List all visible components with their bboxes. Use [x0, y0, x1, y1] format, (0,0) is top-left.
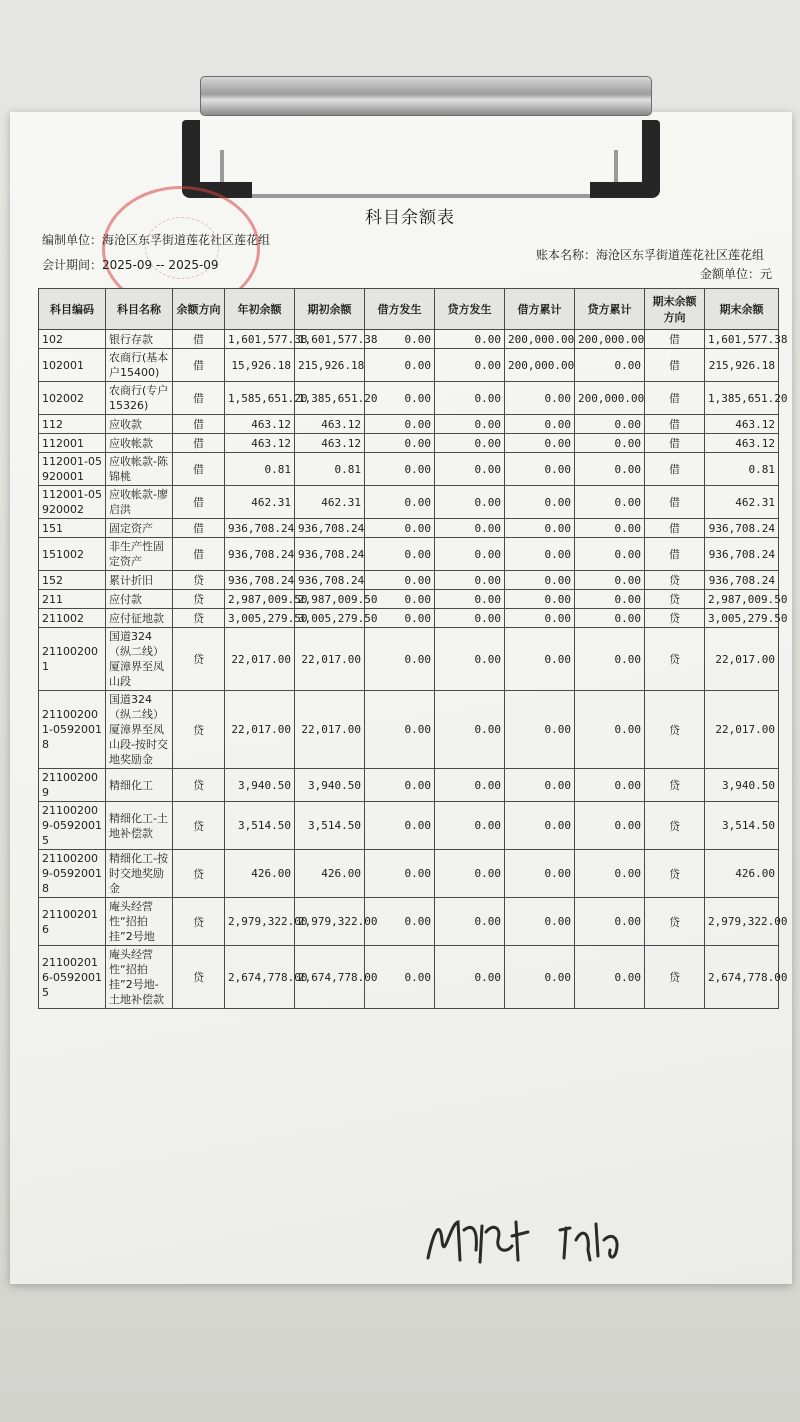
table-row — [39, 434, 779, 453]
cell-name-col: 应收款 — [106, 415, 173, 434]
cell-year-open-col: 2,674,778.00 — [225, 946, 295, 1009]
table-row — [39, 330, 779, 349]
cell-direction-col: 借 — [173, 415, 225, 434]
cell-period-open-col: 1,385,651.20 — [295, 382, 365, 415]
cell-credit-col: 0.00 — [435, 769, 505, 802]
cell-code-col: 112001-05920002 — [39, 486, 106, 519]
cell-end-direction-col: 贷 — [645, 946, 705, 1009]
header-direction-col: 余额方向 — [173, 289, 225, 330]
table-row — [39, 538, 779, 571]
cell-end-balance-col: 463.12 — [705, 434, 779, 453]
cell-period-open-col: 2,987,009.50 — [295, 590, 365, 609]
cell-year-open-col: 1,585,651.20 — [225, 382, 295, 415]
cell-name-col: 精细化工 — [106, 769, 173, 802]
cell-debit-cum-col: 0.00 — [505, 769, 575, 802]
cell-year-open-col: 3,514.50 — [225, 802, 295, 850]
cell-end-balance-col: 3,514.50 — [705, 802, 779, 850]
table-row — [39, 571, 779, 590]
cell-year-open-col: 426.00 — [225, 850, 295, 898]
cell-credit-cum-col: 0.00 — [575, 898, 645, 946]
cell-period-open-col: 3,005,279.50 — [295, 609, 365, 628]
cell-debit-col: 0.00 — [365, 453, 435, 486]
cell-debit-cum-col: 0.00 — [505, 898, 575, 946]
cell-end-direction-col: 贷 — [645, 590, 705, 609]
cell-credit-col: 0.00 — [435, 486, 505, 519]
cell-direction-col: 借 — [173, 434, 225, 453]
cell-direction-col: 贷 — [173, 802, 225, 850]
cell-end-balance-col: 215,926.18 — [705, 349, 779, 382]
cell-debit-cum-col: 0.00 — [505, 486, 575, 519]
cell-credit-col: 0.00 — [435, 434, 505, 453]
header-name-col: 科目名称 — [106, 289, 173, 330]
table-row — [39, 769, 779, 802]
cell-period-open-col: 2,674,778.00 — [295, 946, 365, 1009]
cell-end-balance-col: 22,017.00 — [705, 691, 779, 769]
header-period-open-col: 期初余额 — [295, 289, 365, 330]
cell-debit-col: 0.00 — [365, 590, 435, 609]
cell-name-col: 精细化工-土地补偿款 — [106, 802, 173, 850]
cell-credit-col: 0.00 — [435, 538, 505, 571]
cell-debit-col: 0.00 — [365, 486, 435, 519]
cell-direction-col: 贷 — [173, 850, 225, 898]
cell-credit-cum-col: 0.00 — [575, 571, 645, 590]
cell-debit-cum-col: 0.00 — [505, 453, 575, 486]
cell-year-open-col: 463.12 — [225, 415, 295, 434]
cell-end-direction-col: 借 — [645, 382, 705, 415]
cell-credit-cum-col: 0.00 — [575, 802, 645, 850]
table-row — [39, 850, 779, 898]
cell-end-balance-col: 22,017.00 — [705, 628, 779, 691]
cell-year-open-col: 0.81 — [225, 453, 295, 486]
cell-direction-col: 贷 — [173, 769, 225, 802]
cell-code-col: 211002001 — [39, 628, 106, 691]
cell-credit-cum-col: 0.00 — [575, 691, 645, 769]
cell-credit-cum-col: 0.00 — [575, 415, 645, 434]
cell-debit-col: 0.00 — [365, 330, 435, 349]
cell-name-col: 国道324（纵二线）厦漳界至凤山段 — [106, 628, 173, 691]
table-row — [39, 946, 779, 1009]
cell-end-balance-col: 1,601,577.38 — [705, 330, 779, 349]
cell-year-open-col: 936,708.24 — [225, 519, 295, 538]
table-row — [39, 349, 779, 382]
cell-debit-col: 0.00 — [365, 946, 435, 1009]
cell-name-col: 农商行(基本户15400) — [106, 349, 173, 382]
cell-period-open-col: 22,017.00 — [295, 628, 365, 691]
cell-period-open-col: 3,940.50 — [295, 769, 365, 802]
cell-credit-cum-col: 0.00 — [575, 590, 645, 609]
cell-year-open-col: 936,708.24 — [225, 538, 295, 571]
cell-end-balance-col: 936,708.24 — [705, 571, 779, 590]
cell-debit-col: 0.00 — [365, 691, 435, 769]
balance-table — [38, 288, 788, 1009]
cell-name-col: 国道324（纵二线）厦漳界至凤山段-按时交地奖励金 — [106, 691, 173, 769]
cell-debit-col: 0.00 — [365, 415, 435, 434]
cell-credit-cum-col: 0.00 — [575, 850, 645, 898]
cell-credit-cum-col: 200,000.00 — [575, 382, 645, 415]
cell-year-open-col: 463.12 — [225, 434, 295, 453]
cell-name-col: 累计折旧 — [106, 571, 173, 590]
cell-name-col: 庵头经营性“招拍挂”2号地-土地补偿款 — [106, 946, 173, 1009]
clipboard-clip-bar — [200, 76, 652, 116]
cell-credit-cum-col: 0.00 — [575, 453, 645, 486]
cell-year-open-col: 15,926.18 — [225, 349, 295, 382]
cell-end-direction-col: 借 — [645, 349, 705, 382]
cell-end-balance-col: 0.81 — [705, 453, 779, 486]
cell-end-direction-col: 借 — [645, 486, 705, 519]
cell-year-open-col: 2,979,322.00 — [225, 898, 295, 946]
cell-code-col: 152 — [39, 571, 106, 590]
cell-debit-cum-col: 0.00 — [505, 850, 575, 898]
cell-name-col: 应收帐款 — [106, 434, 173, 453]
cell-end-balance-col: 462.31 — [705, 486, 779, 519]
cell-name-col: 庵头经营性“招拍挂”2号地 — [106, 898, 173, 946]
cell-end-direction-col: 借 — [645, 453, 705, 486]
cell-period-open-col: 463.12 — [295, 415, 365, 434]
cell-end-direction-col: 借 — [645, 519, 705, 538]
cell-debit-col: 0.00 — [365, 850, 435, 898]
cell-direction-col: 贷 — [173, 609, 225, 628]
cell-end-direction-col: 贷 — [645, 609, 705, 628]
header-debit-cum-col: 借方累计 — [505, 289, 575, 330]
cell-end-direction-col: 贷 — [645, 691, 705, 769]
cell-code-col: 102 — [39, 330, 106, 349]
table-row — [39, 691, 779, 769]
cell-direction-col: 借 — [173, 453, 225, 486]
cell-debit-col: 0.00 — [365, 628, 435, 691]
cell-name-col: 固定资产 — [106, 519, 173, 538]
cell-debit-cum-col: 0.00 — [505, 590, 575, 609]
cell-debit-col: 0.00 — [365, 769, 435, 802]
cell-name-col: 应收帐款-廖启洪 — [106, 486, 173, 519]
cell-credit-cum-col: 0.00 — [575, 538, 645, 571]
table-row — [39, 628, 779, 691]
cell-period-open-col: 463.12 — [295, 434, 365, 453]
cell-end-direction-col: 贷 — [645, 802, 705, 850]
cell-credit-col: 0.00 — [435, 415, 505, 434]
cell-debit-cum-col: 0.00 — [505, 802, 575, 850]
cell-period-open-col: 22,017.00 — [295, 691, 365, 769]
cell-name-col: 农商行(专户15326) — [106, 382, 173, 415]
cell-period-open-col: 1,601,577.38 — [295, 330, 365, 349]
cell-name-col: 非生产性固定资产 — [106, 538, 173, 571]
cell-end-balance-col: 463.12 — [705, 415, 779, 434]
cell-year-open-col: 22,017.00 — [225, 628, 295, 691]
cell-direction-col: 借 — [173, 349, 225, 382]
cell-period-open-col: 3,514.50 — [295, 802, 365, 850]
cell-end-balance-col: 2,979,322.00 — [705, 898, 779, 946]
cell-credit-col: 0.00 — [435, 571, 505, 590]
table-header-row — [39, 289, 779, 330]
cell-debit-col: 0.00 — [365, 802, 435, 850]
table-row — [39, 382, 779, 415]
cell-name-col: 应收帐款-陈锦桃 — [106, 453, 173, 486]
cell-credit-col: 0.00 — [435, 330, 505, 349]
cell-period-open-col: 215,926.18 — [295, 349, 365, 382]
cell-code-col: 211002 — [39, 609, 106, 628]
cell-credit-cum-col: 0.00 — [575, 769, 645, 802]
cell-debit-col: 0.00 — [365, 382, 435, 415]
cell-debit-cum-col: 200,000.00 — [505, 330, 575, 349]
cell-code-col: 211002009-05920018 — [39, 850, 106, 898]
cell-year-open-col: 3,005,279.50 — [225, 609, 295, 628]
cell-credit-cum-col: 200,000.00 — [575, 330, 645, 349]
cell-end-balance-col: 1,385,651.20 — [705, 382, 779, 415]
table-row — [39, 609, 779, 628]
cell-credit-cum-col: 0.00 — [575, 519, 645, 538]
header-end-direction-col: 期末余额方向 — [645, 289, 705, 330]
cell-end-direction-col: 贷 — [645, 628, 705, 691]
cell-end-direction-col: 借 — [645, 415, 705, 434]
table-row — [39, 590, 779, 609]
cell-debit-cum-col: 0.00 — [505, 946, 575, 1009]
cell-code-col: 211002001-05920018 — [39, 691, 106, 769]
cell-period-open-col: 936,708.24 — [295, 571, 365, 590]
table-row — [39, 519, 779, 538]
header-debit-col: 借方发生 — [365, 289, 435, 330]
cell-direction-col: 贷 — [173, 946, 225, 1009]
cell-year-open-col: 2,987,009.50 — [225, 590, 295, 609]
table-row — [39, 486, 779, 519]
header-code-col: 科目编码 — [39, 289, 106, 330]
cell-debit-col: 0.00 — [365, 898, 435, 946]
cell-direction-col: 贷 — [173, 590, 225, 609]
cell-code-col: 211002016-05920015 — [39, 946, 106, 1009]
cell-end-direction-col: 借 — [645, 434, 705, 453]
cell-year-open-col: 22,017.00 — [225, 691, 295, 769]
cell-debit-cum-col: 0.00 — [505, 519, 575, 538]
cell-end-balance-col: 2,987,009.50 — [705, 590, 779, 609]
cell-code-col: 112 — [39, 415, 106, 434]
cell-end-direction-col: 贷 — [645, 850, 705, 898]
cell-end-balance-col: 2,674,778.00 — [705, 946, 779, 1009]
cell-credit-col: 0.00 — [435, 609, 505, 628]
cell-end-direction-col: 贷 — [645, 898, 705, 946]
cell-credit-col: 0.00 — [435, 691, 505, 769]
table-row — [39, 415, 779, 434]
clipboard-clip-right-handle — [590, 120, 660, 198]
cell-credit-cum-col: 0.00 — [575, 349, 645, 382]
cell-credit-col: 0.00 — [435, 382, 505, 415]
cell-end-balance-col: 936,708.24 — [705, 538, 779, 571]
cell-credit-col: 0.00 — [435, 519, 505, 538]
cell-name-col: 应付款 — [106, 590, 173, 609]
cell-debit-cum-col: 200,000.00 — [505, 349, 575, 382]
cell-end-direction-col: 借 — [645, 538, 705, 571]
cell-credit-col: 0.00 — [435, 349, 505, 382]
cell-end-balance-col: 3,940.50 — [705, 769, 779, 802]
account-book-name: 账本名称：海沧区东孚街道莲花社区莲花组 — [536, 248, 765, 262]
cell-credit-cum-col: 0.00 — [575, 609, 645, 628]
cell-credit-cum-col: 0.00 — [575, 486, 645, 519]
header-year-open-col: 年初余额 — [225, 289, 295, 330]
cell-code-col: 211002016 — [39, 898, 106, 946]
cell-credit-cum-col: 0.00 — [575, 628, 645, 691]
cell-code-col: 102002 — [39, 382, 106, 415]
cell-year-open-col: 1,601,577.38 — [225, 330, 295, 349]
compiling-unit: 编制单位：海沧区东孚街道莲花社区莲花组 — [42, 233, 271, 247]
cell-code-col: 112001 — [39, 434, 106, 453]
cell-period-open-col: 936,708.24 — [295, 538, 365, 571]
cell-debit-cum-col: 0.00 — [505, 538, 575, 571]
cell-end-direction-col: 贷 — [645, 571, 705, 590]
cell-direction-col: 贷 — [173, 898, 225, 946]
cell-code-col: 102001 — [39, 349, 106, 382]
header-end-balance-col: 期末余额 — [705, 289, 779, 330]
cell-name-col: 银行存款 — [106, 330, 173, 349]
header-credit-col: 贷方发生 — [435, 289, 505, 330]
cell-credit-cum-col: 0.00 — [575, 434, 645, 453]
cell-debit-col: 0.00 — [365, 434, 435, 453]
cell-credit-cum-col: 0.00 — [575, 946, 645, 1009]
handwritten-signature — [420, 1210, 660, 1270]
cell-direction-col: 贷 — [173, 571, 225, 590]
cell-code-col: 211 — [39, 590, 106, 609]
cell-credit-col: 0.00 — [435, 590, 505, 609]
cell-end-direction-col: 借 — [645, 330, 705, 349]
accounting-period: 会计期间：2025-09 -- 2025-09 — [42, 258, 219, 272]
cell-direction-col: 借 — [173, 382, 225, 415]
cell-debit-col: 0.00 — [365, 571, 435, 590]
cell-credit-col: 0.00 — [435, 946, 505, 1009]
cell-debit-col: 0.00 — [365, 538, 435, 571]
table-row — [39, 453, 779, 486]
cell-debit-cum-col: 0.00 — [505, 691, 575, 769]
header-credit-cum-col: 贷方累计 — [575, 289, 645, 330]
cell-end-balance-col: 3,005,279.50 — [705, 609, 779, 628]
cell-code-col: 151002 — [39, 538, 106, 571]
cell-code-col: 211002009-05920015 — [39, 802, 106, 850]
cell-period-open-col: 0.81 — [295, 453, 365, 486]
cell-end-balance-col: 936,708.24 — [705, 519, 779, 538]
cell-name-col: 精细化工-按时交地奖励金 — [106, 850, 173, 898]
cell-end-direction-col: 贷 — [645, 769, 705, 802]
cell-debit-cum-col: 0.00 — [505, 434, 575, 453]
cell-credit-col: 0.00 — [435, 802, 505, 850]
cell-debit-cum-col: 0.00 — [505, 382, 575, 415]
cell-direction-col: 借 — [173, 330, 225, 349]
table-row — [39, 898, 779, 946]
cell-debit-cum-col: 0.00 — [505, 628, 575, 691]
cell-year-open-col: 3,940.50 — [225, 769, 295, 802]
cell-direction-col: 借 — [173, 538, 225, 571]
cell-direction-col: 贷 — [173, 628, 225, 691]
cell-direction-col: 贷 — [173, 691, 225, 769]
cell-code-col: 151 — [39, 519, 106, 538]
clipboard-clip-wire — [220, 150, 618, 198]
cell-debit-cum-col: 0.00 — [505, 571, 575, 590]
cell-period-open-col: 2,979,322.00 — [295, 898, 365, 946]
cell-debit-col: 0.00 — [365, 519, 435, 538]
cell-debit-col: 0.00 — [365, 609, 435, 628]
cell-year-open-col: 462.31 — [225, 486, 295, 519]
cell-period-open-col: 936,708.24 — [295, 519, 365, 538]
cell-credit-col: 0.00 — [435, 850, 505, 898]
cell-year-open-col: 936,708.24 — [225, 571, 295, 590]
cell-code-col: 112001-05920001 — [39, 453, 106, 486]
cell-direction-col: 借 — [173, 519, 225, 538]
currency-unit: 金额单位：元 — [700, 267, 773, 281]
cell-period-open-col: 462.31 — [295, 486, 365, 519]
cell-credit-col: 0.00 — [435, 898, 505, 946]
table-row — [39, 802, 779, 850]
cell-credit-col: 0.00 — [435, 628, 505, 691]
cell-period-open-col: 426.00 — [295, 850, 365, 898]
cell-direction-col: 借 — [173, 486, 225, 519]
cell-name-col: 应付征地款 — [106, 609, 173, 628]
cell-debit-col: 0.00 — [365, 349, 435, 382]
cell-end-balance-col: 426.00 — [705, 850, 779, 898]
cell-debit-cum-col: 0.00 — [505, 609, 575, 628]
cell-code-col: 211002009 — [39, 769, 106, 802]
report-title: 科目余额表 — [365, 208, 455, 228]
cell-debit-cum-col: 0.00 — [505, 415, 575, 434]
cell-credit-col: 0.00 — [435, 453, 505, 486]
